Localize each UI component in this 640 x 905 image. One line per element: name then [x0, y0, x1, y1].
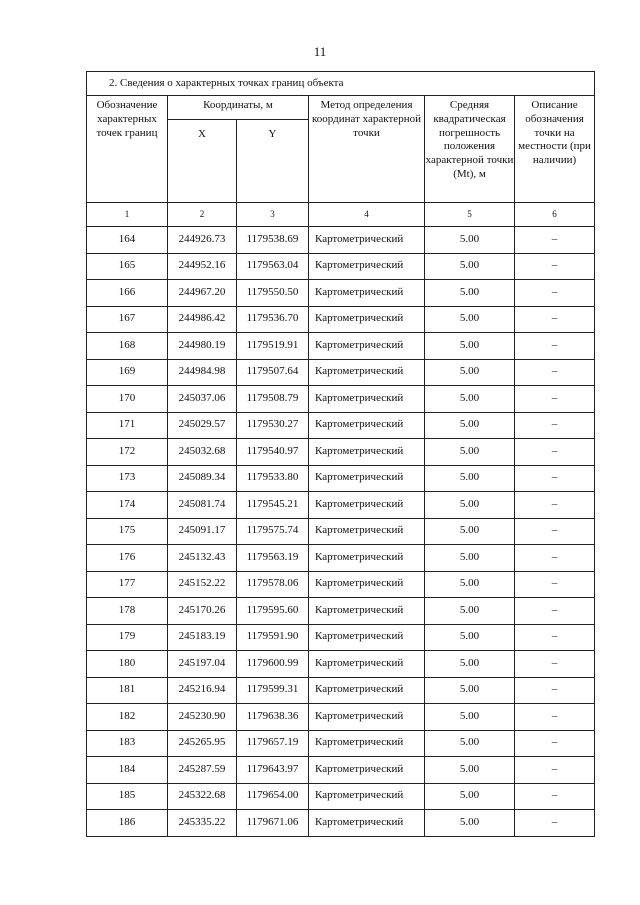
description-cell: –	[515, 386, 595, 413]
point-cell: 166	[87, 280, 168, 307]
point-cell: 175	[87, 518, 168, 545]
method-cell: Картометрический	[309, 571, 425, 598]
point-cell: 186	[87, 810, 168, 837]
description-cell: –	[515, 518, 595, 545]
error-cell: 5.00	[425, 677, 515, 704]
point-cell: 180	[87, 651, 168, 678]
table-row	[87, 518, 595, 545]
method-cell: Картометрический	[309, 227, 425, 254]
point-cell: 181	[87, 677, 168, 704]
y-cell: 1179595.60	[237, 598, 309, 625]
error-cell: 5.00	[425, 412, 515, 439]
table-row	[87, 306, 595, 333]
table-row	[87, 280, 595, 307]
x-cell: 245091.17	[168, 518, 237, 545]
point-cell: 173	[87, 465, 168, 492]
x-cell: 245029.57	[168, 412, 237, 439]
x-cell: 245287.59	[168, 757, 237, 784]
method-cell: Картометрический	[309, 306, 425, 333]
x-cell: 244986.42	[168, 306, 237, 333]
point-cell: 169	[87, 359, 168, 386]
x-cell: 245216.94	[168, 677, 237, 704]
table-row	[87, 545, 595, 572]
table-row	[87, 333, 595, 360]
point-cell: 165	[87, 253, 168, 280]
point-cell: 174	[87, 492, 168, 519]
header-point: Обозначение характерных точек границ	[87, 96, 168, 203]
y-cell: 1179540.97	[237, 439, 309, 466]
description-cell: –	[515, 359, 595, 386]
y-cell: 1179591.90	[237, 624, 309, 651]
description-cell: –	[515, 412, 595, 439]
table-row	[87, 359, 595, 386]
y-cell: 1179538.69	[237, 227, 309, 254]
description-cell: –	[515, 571, 595, 598]
method-cell: Картометрический	[309, 386, 425, 413]
x-cell: 245132.43	[168, 545, 237, 572]
y-cell: 1179533.80	[237, 465, 309, 492]
method-cell: Картометрический	[309, 545, 425, 572]
point-cell: 183	[87, 730, 168, 757]
method-cell: Картометрический	[309, 757, 425, 784]
method-cell: Картометрический	[309, 253, 425, 280]
y-cell: 1179530.27	[237, 412, 309, 439]
table-row	[87, 227, 595, 254]
y-cell: 1179575.74	[237, 518, 309, 545]
description-cell: –	[515, 757, 595, 784]
error-cell: 5.00	[425, 810, 515, 837]
description-cell: –	[515, 810, 595, 837]
table-row	[87, 651, 595, 678]
column-number: 3	[237, 203, 309, 227]
point-cell: 177	[87, 571, 168, 598]
header-description: Описание обозначения точки на местности (при наличии)	[515, 96, 595, 203]
y-cell: 1179657.19	[237, 730, 309, 757]
boundary-points-table	[86, 71, 595, 837]
table-row	[87, 810, 595, 837]
error-cell: 5.00	[425, 386, 515, 413]
method-cell: Картометрический	[309, 465, 425, 492]
header-method: Метод определения координат характерной точки	[309, 96, 425, 203]
error-cell: 5.00	[425, 624, 515, 651]
table-row	[87, 783, 595, 810]
column-number: 1	[87, 203, 168, 227]
error-cell: 5.00	[425, 439, 515, 466]
y-cell: 1179638.36	[237, 704, 309, 731]
method-cell: Картометрический	[309, 624, 425, 651]
y-cell: 1179519.91	[237, 333, 309, 360]
column-number: 4	[309, 203, 425, 227]
x-cell: 245032.68	[168, 439, 237, 466]
method-cell: Картометрический	[309, 492, 425, 519]
y-cell: 1179643.97	[237, 757, 309, 784]
y-cell: 1179671.06	[237, 810, 309, 837]
x-cell: 244952.16	[168, 253, 237, 280]
point-cell: 170	[87, 386, 168, 413]
table-row	[87, 757, 595, 784]
y-cell: 1179599.31	[237, 677, 309, 704]
point-cell: 171	[87, 412, 168, 439]
method-cell: Картометрический	[309, 439, 425, 466]
point-cell: 168	[87, 333, 168, 360]
error-cell: 5.00	[425, 704, 515, 731]
point-cell: 176	[87, 545, 168, 572]
description-cell: –	[515, 783, 595, 810]
description-cell: –	[515, 704, 595, 731]
method-cell: Картометрический	[309, 280, 425, 307]
description-cell: –	[515, 227, 595, 254]
error-cell: 5.00	[425, 571, 515, 598]
description-cell: –	[515, 306, 595, 333]
table-row	[87, 677, 595, 704]
point-cell: 178	[87, 598, 168, 625]
description-cell: –	[515, 598, 595, 625]
point-cell: 167	[87, 306, 168, 333]
error-cell: 5.00	[425, 333, 515, 360]
page-number: 11	[313, 44, 327, 59]
table-row	[87, 624, 595, 651]
x-cell: 245183.19	[168, 624, 237, 651]
y-cell: 1179545.21	[237, 492, 309, 519]
x-cell: 245265.95	[168, 730, 237, 757]
x-cell: 244984.98	[168, 359, 237, 386]
method-cell: Картометрический	[309, 333, 425, 360]
description-cell: –	[515, 545, 595, 572]
table-row	[87, 386, 595, 413]
description-cell: –	[515, 333, 595, 360]
column-number: 2	[168, 203, 237, 227]
table-row	[87, 253, 595, 280]
description-cell: –	[515, 651, 595, 678]
x-cell: 245322.68	[168, 783, 237, 810]
description-cell: –	[515, 624, 595, 651]
y-cell: 1179654.00	[237, 783, 309, 810]
header-y: Y	[237, 120, 309, 203]
y-cell: 1179536.70	[237, 306, 309, 333]
error-cell: 5.00	[425, 518, 515, 545]
y-cell: 1179507.64	[237, 359, 309, 386]
error-cell: 5.00	[425, 598, 515, 625]
x-cell: 244926.73	[168, 227, 237, 254]
point-cell: 182	[87, 704, 168, 731]
column-number: 6	[515, 203, 595, 227]
description-cell: –	[515, 253, 595, 280]
y-cell: 1179508.79	[237, 386, 309, 413]
x-cell: 245152.22	[168, 571, 237, 598]
method-cell: Картометрический	[309, 518, 425, 545]
error-cell: 5.00	[425, 783, 515, 810]
method-cell: Картометрический	[309, 730, 425, 757]
description-cell: –	[515, 280, 595, 307]
table-row	[87, 598, 595, 625]
error-cell: 5.00	[425, 280, 515, 307]
x-cell: 245197.04	[168, 651, 237, 678]
table-body	[87, 227, 595, 837]
x-cell: 245089.34	[168, 465, 237, 492]
column-number: 5	[425, 203, 515, 227]
header-error: Средняя квадратическая погрешность положения характерной точки (Mt), м	[425, 96, 515, 203]
section-title: 2. Сведения о характерных точках границ объекта	[87, 72, 595, 96]
point-cell: 164	[87, 227, 168, 254]
description-cell: –	[515, 677, 595, 704]
error-cell: 5.00	[425, 545, 515, 572]
error-cell: 5.00	[425, 757, 515, 784]
method-cell: Картометрический	[309, 810, 425, 837]
table-row	[87, 439, 595, 466]
table-row	[87, 465, 595, 492]
table-row	[87, 704, 595, 731]
error-cell: 5.00	[425, 730, 515, 757]
method-cell: Картометрический	[309, 412, 425, 439]
error-cell: 5.00	[425, 306, 515, 333]
description-cell: –	[515, 465, 595, 492]
y-cell: 1179600.99	[237, 651, 309, 678]
description-cell: –	[515, 439, 595, 466]
x-cell: 245335.22	[168, 810, 237, 837]
error-cell: 5.00	[425, 465, 515, 492]
error-cell: 5.00	[425, 227, 515, 254]
method-cell: Картометрический	[309, 598, 425, 625]
method-cell: Картометрический	[309, 359, 425, 386]
table-row	[87, 730, 595, 757]
point-cell: 179	[87, 624, 168, 651]
point-cell: 184	[87, 757, 168, 784]
header-x: X	[168, 120, 237, 203]
error-cell: 5.00	[425, 492, 515, 519]
description-cell: –	[515, 492, 595, 519]
method-cell: Картометрический	[309, 704, 425, 731]
point-cell: 172	[87, 439, 168, 466]
x-cell: 244980.19	[168, 333, 237, 360]
table-row	[87, 412, 595, 439]
x-cell: 245037.06	[168, 386, 237, 413]
header-coordinates: Координаты, м	[168, 96, 309, 120]
x-cell: 245230.90	[168, 704, 237, 731]
error-cell: 5.00	[425, 651, 515, 678]
point-cell: 185	[87, 783, 168, 810]
x-cell: 244967.20	[168, 280, 237, 307]
method-cell: Картометрический	[309, 783, 425, 810]
description-cell: –	[515, 730, 595, 757]
method-cell: Картометрический	[309, 651, 425, 678]
error-cell: 5.00	[425, 253, 515, 280]
y-cell: 1179550.50	[237, 280, 309, 307]
y-cell: 1179563.19	[237, 545, 309, 572]
x-cell: 245170.26	[168, 598, 237, 625]
error-cell: 5.00	[425, 359, 515, 386]
table-row	[87, 571, 595, 598]
method-cell: Картометрический	[309, 677, 425, 704]
table-row	[87, 492, 595, 519]
x-cell: 245081.74	[168, 492, 237, 519]
y-cell: 1179563.04	[237, 253, 309, 280]
y-cell: 1179578.06	[237, 571, 309, 598]
